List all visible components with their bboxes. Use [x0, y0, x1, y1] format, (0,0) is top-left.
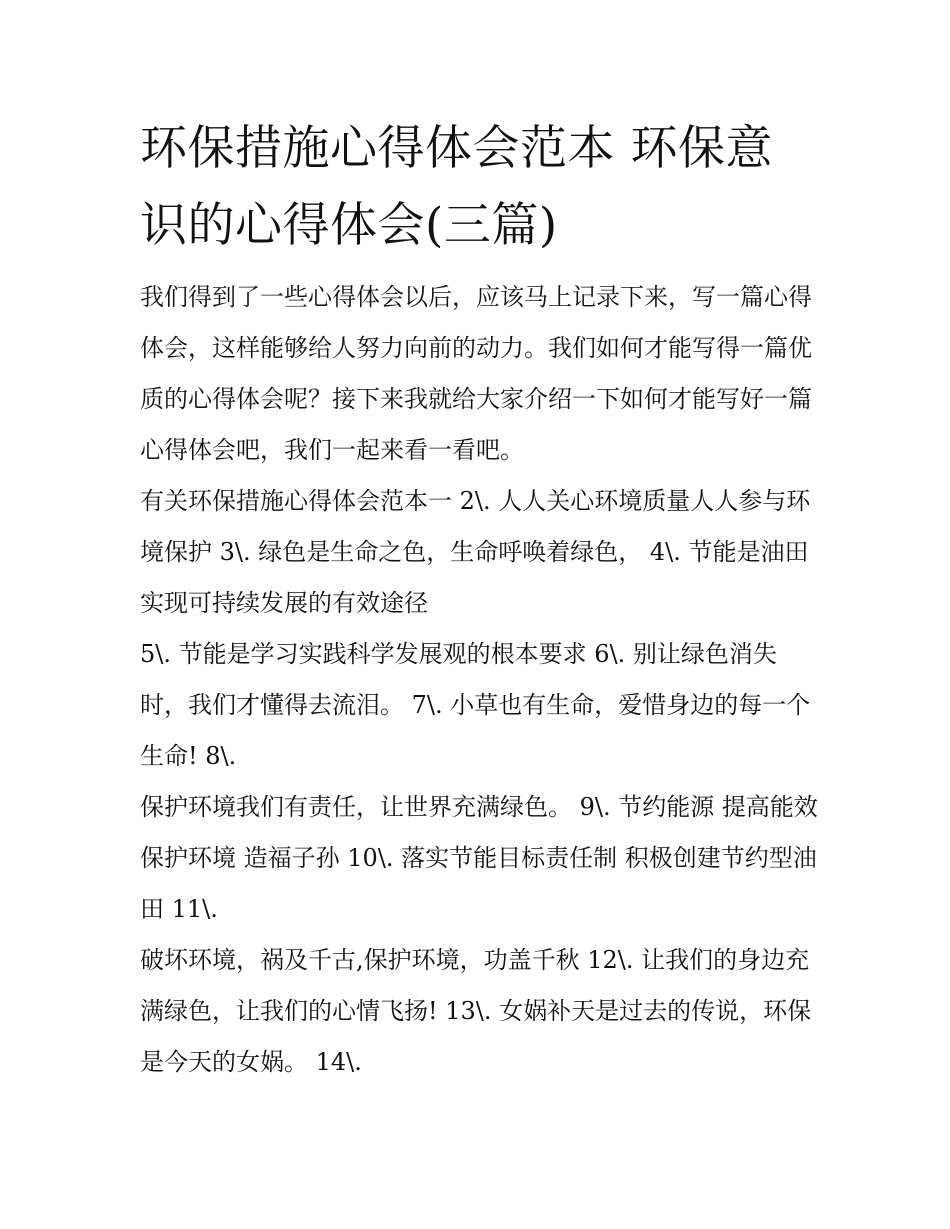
paragraph-intro: 我们得到了一些心得体会以后，应该马上记录下来，写一篇心得体会，这样能够给人努力向前的动力。我们如何才能写得一篇优质的心得体会呢？接下来我就给大家介绍一下如何才能写好一篇心得体会吧，我们一起来看一看吧。 — [140, 283, 812, 464]
paragraph-slogans-1: 有关环保措施心得体会范本一 2\. 人人关心环境质量人人参与环境保护 3\. 绿色是生命之色，生命呼唤着绿色， 4\. 节能是油田实现可持续发展的有效途径 — [140, 487, 811, 617]
document-body — [140, 110, 820, 1088]
document-title: 环保措施心得体会范本 环保意识的心得体会(三篇) — [140, 121, 773, 253]
paragraph-slogans-3: 保护环境我们有责任，让世界充满绿色。 9\. 节约能源 提高能效 保护环境 造福子孙 10\. 落实节能目标责任制 积极创建节约型油田 11\. — [140, 793, 818, 923]
paragraph-slogans-4: 破坏环境，祸及千古,保护环境，功盖千秋 12\. 让我们的身边充满绿色，让我们的心情飞扬! 13\. 女娲补天是过去的传说，环保是今天的女娲。 14\. — [140, 946, 812, 1076]
paragraph-slogans-2: 5\. 节能是学习实践科学发展观的根本要求 6\. 别让绿色消失时，我们才懂得去流泪。 7\. 小草也有生命，爱惜身边的每一个生命! 8\. — [140, 640, 811, 770]
title-block — [140, 110, 820, 264]
